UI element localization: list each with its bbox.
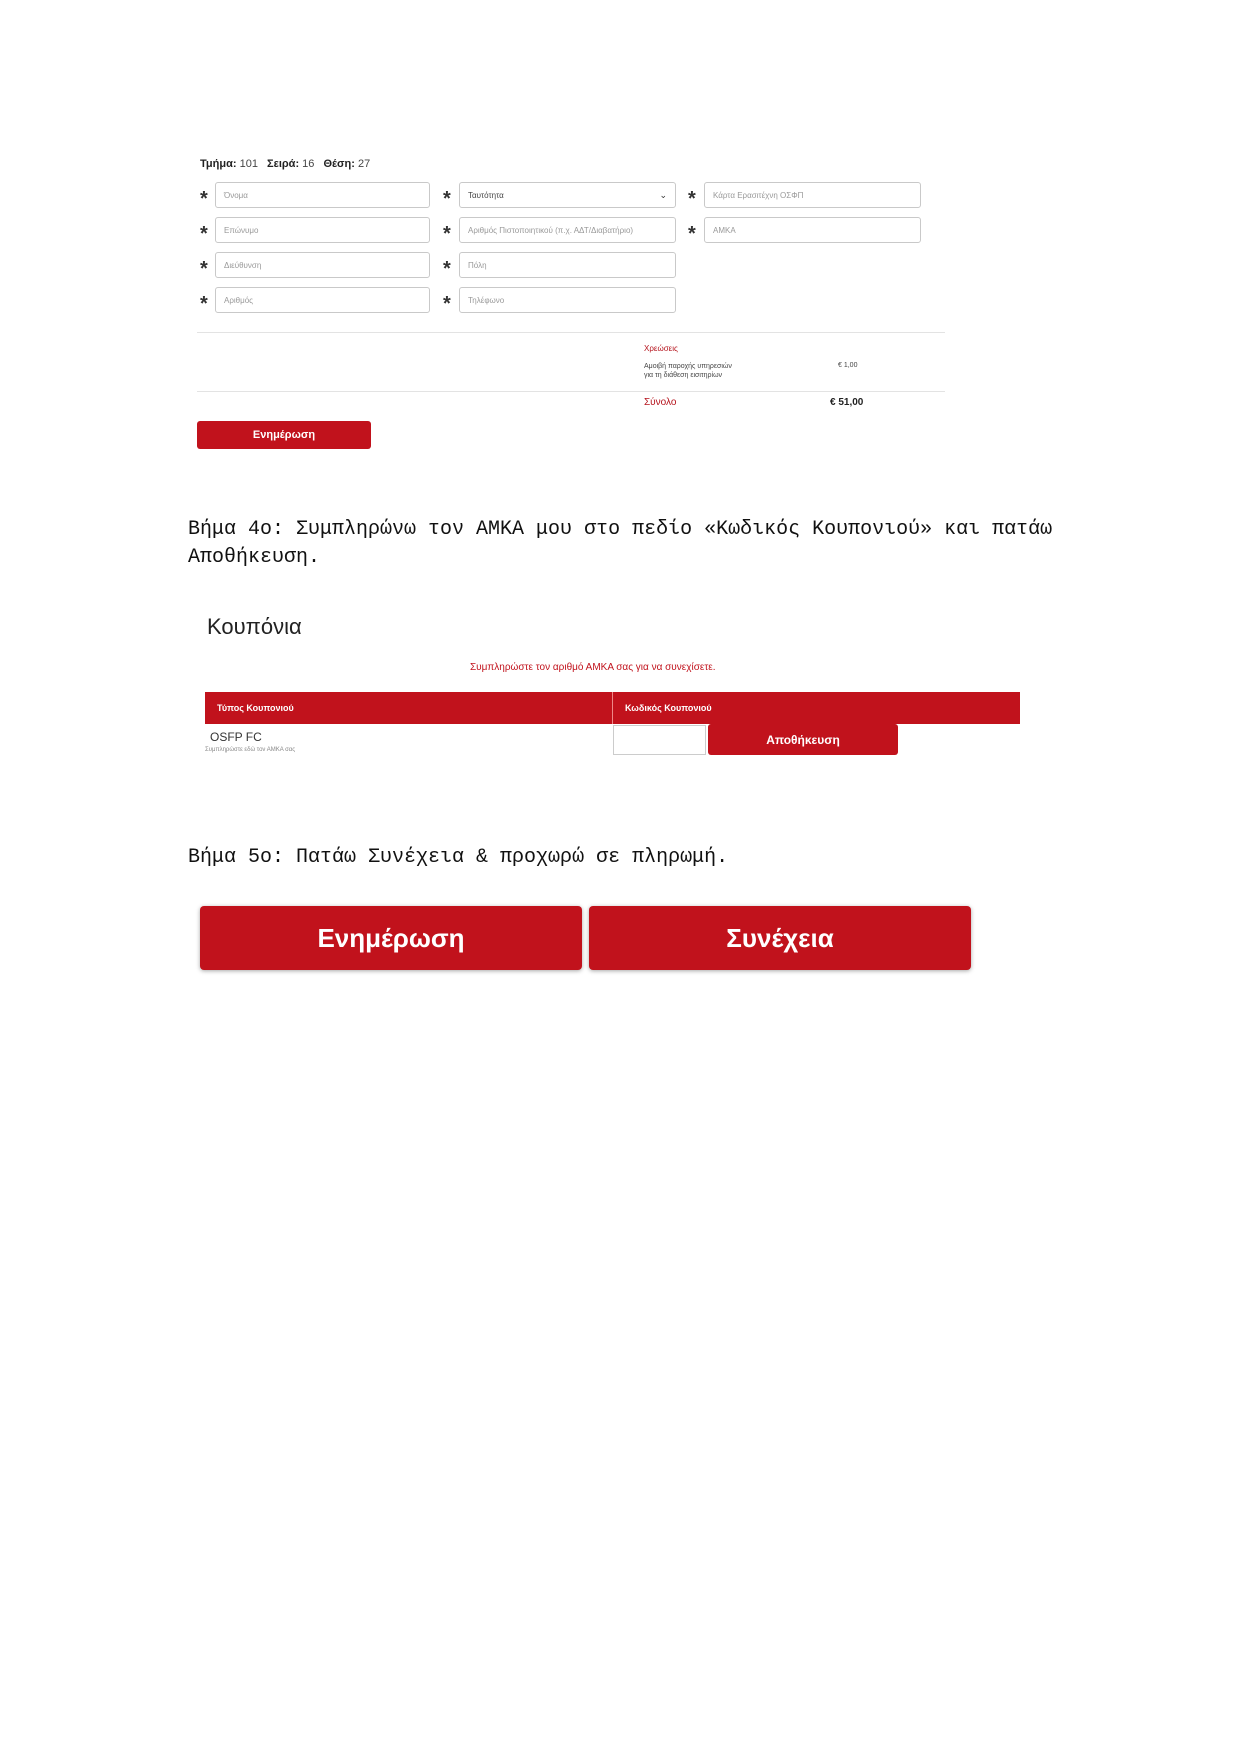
required-asterisk: *: [200, 293, 208, 315]
number-placeholder: Αριθμός: [224, 295, 254, 305]
required-asterisk: *: [443, 258, 451, 280]
seat-label: Θέση:: [323, 158, 355, 170]
city-placeholder: Πόλη: [468, 260, 487, 270]
coupon-code-column-header: Κωδικός Κουπονιού: [625, 703, 712, 713]
coupons-message: Συμπληρώστε τον αριθμό ΑΜΚΑ σας για να συνεχίσετε.: [470, 662, 716, 673]
update-button[interactable]: Ενημέρωση: [197, 421, 371, 449]
address-field[interactable]: [215, 252, 430, 278]
id-number-placeholder: Αριθμός Πιστοποιητικού (π.χ. ΑΔΤ/Διαβατήριο): [468, 225, 634, 235]
amka-field[interactable]: [704, 217, 921, 243]
seat-value: 27: [357, 158, 371, 170]
save-button[interactable]: Αποθήκευση: [708, 724, 898, 755]
total-label: Σύνολο: [644, 397, 677, 408]
section-label: Τμήμα:: [200, 158, 237, 170]
section-value: 101: [239, 158, 258, 170]
amka-placeholder: ΑΜΚΑ: [713, 225, 736, 235]
step4-text: Βήμα 4ο: Συμπληρώνω τον ΑΜΚΑ μου στο πεδίο «Κωδικός Κουπονιού» και πατάω Αποθήκευση.: [188, 518, 1065, 569]
first-name-field[interactable]: [215, 182, 430, 208]
divider: [197, 332, 945, 333]
required-asterisk: *: [200, 258, 208, 280]
osfp-card-placeholder: Κάρτα Ερασιτέχνη ΟΣΦΠ: [713, 190, 804, 200]
required-asterisk: *: [443, 223, 451, 245]
last-name-placeholder: Επώνυμο: [224, 225, 259, 235]
id-number-field[interactable]: [459, 217, 676, 243]
phone-field[interactable]: [459, 287, 676, 313]
required-asterisk: *: [200, 223, 208, 245]
seat-info: [200, 158, 376, 170]
id-type-selected: Ταυτότητα: [468, 190, 504, 200]
continue-button[interactable]: Συνέχεια: [589, 906, 971, 970]
address-placeholder: Διεύθυνση: [224, 260, 262, 270]
osfp-card-field[interactable]: [704, 182, 921, 208]
coupons-title: Κουπόνια: [207, 614, 302, 639]
chevron-down-icon: ⌄: [659, 189, 667, 200]
coupon-code-input[interactable]: [613, 725, 706, 755]
row-label: Σειρά:: [267, 158, 300, 170]
coupon-type-hint: Συμπληρώστε εδώ τον ΑΜΚΑ σας: [205, 747, 296, 753]
total-amount: € 51,00: [830, 397, 864, 408]
charges-description-line1: Αμοιβή παροχής υπηρεσιών: [644, 363, 732, 370]
divider: [197, 391, 945, 392]
charges-label: Χρεώσεις: [644, 344, 678, 353]
coupon-type-column-header: Τύπος Κουπονιού: [205, 692, 613, 724]
step5-text: Βήμα 5ο: Πατάω Συνέχεια & προχωρώ σε πληρωμή.: [188, 846, 729, 869]
row-value: 16: [302, 158, 315, 170]
city-field[interactable]: [459, 252, 676, 278]
required-asterisk: *: [443, 188, 451, 210]
charges-description: [644, 362, 764, 380]
required-asterisk: *: [200, 188, 208, 210]
required-asterisk: *: [443, 293, 451, 315]
coupon-type-value: OSFP FC: [210, 730, 262, 744]
required-asterisk: *: [688, 223, 696, 245]
required-asterisk: *: [688, 188, 696, 210]
phone-placeholder: Τηλέφωνο: [468, 295, 505, 305]
charges-description-line2: για τη διάθεση εισιτηρίων: [644, 372, 723, 379]
id-type-select[interactable]: [459, 182, 676, 208]
first-name-placeholder: Όνομα: [224, 190, 248, 200]
charges-amount: € 1,00: [838, 362, 858, 369]
number-field[interactable]: [215, 287, 430, 313]
update-button-large[interactable]: Ενημέρωση: [200, 906, 582, 970]
coupon-table-header: [205, 692, 1020, 724]
last-name-field[interactable]: [215, 217, 430, 243]
